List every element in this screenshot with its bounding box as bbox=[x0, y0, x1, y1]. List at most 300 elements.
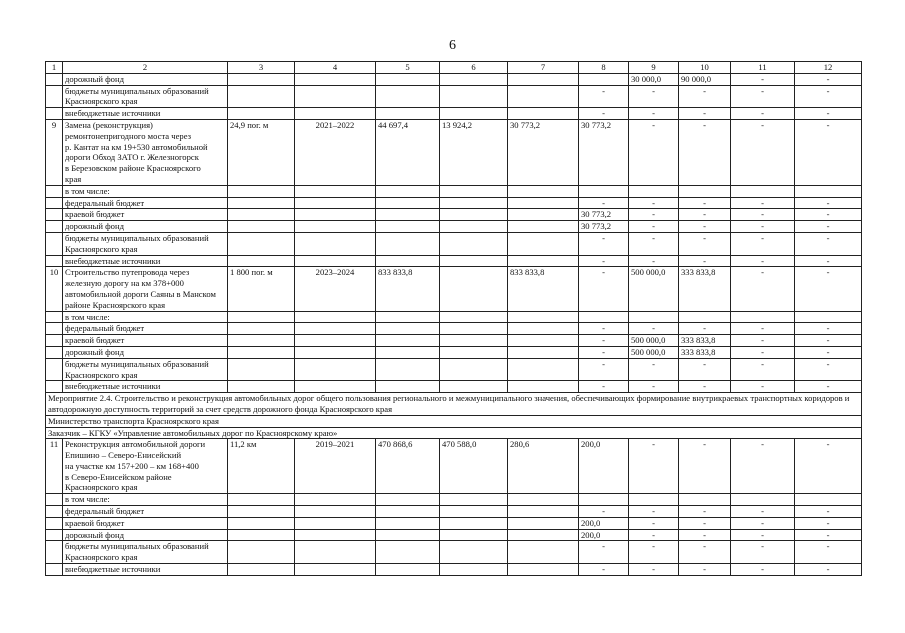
cell-c4 bbox=[295, 323, 376, 335]
table-row bbox=[46, 494, 862, 506]
cell-c3 bbox=[228, 335, 295, 347]
cell-c9: - bbox=[629, 506, 679, 518]
cell-c4 bbox=[295, 221, 376, 233]
cell-c9: - bbox=[629, 209, 679, 221]
row-number bbox=[46, 494, 63, 506]
row-name: внебюджетные источники bbox=[63, 381, 228, 393]
cell-c3 bbox=[228, 506, 295, 518]
cell-c9: - bbox=[629, 255, 679, 267]
cell-c5 bbox=[376, 346, 440, 358]
cell-c5 bbox=[376, 232, 440, 255]
page-number: 6 bbox=[449, 38, 456, 53]
cell-c8: 200,0 bbox=[579, 529, 629, 541]
cell-c9: 500 000,0 bbox=[629, 267, 679, 311]
table-row bbox=[46, 358, 862, 381]
section-title: Министерство транспорта Красноярского края bbox=[46, 415, 862, 427]
table-header-row bbox=[46, 62, 862, 74]
row-name: федеральный бюджет bbox=[63, 197, 228, 209]
cell-c6 bbox=[440, 529, 508, 541]
cell-c6 bbox=[440, 335, 508, 347]
header-cell: 11 bbox=[731, 62, 795, 74]
cell-c9 bbox=[629, 311, 679, 323]
section-row bbox=[46, 427, 862, 439]
cell-c10: - bbox=[679, 108, 731, 120]
cell-c4 bbox=[295, 335, 376, 347]
table-row bbox=[46, 541, 862, 564]
cell-c9: - bbox=[629, 529, 679, 541]
cell-c3 bbox=[228, 73, 295, 85]
cell-c12: - bbox=[795, 381, 862, 393]
cell-c7 bbox=[508, 346, 579, 358]
cell-c4 bbox=[295, 494, 376, 506]
cell-c11: - bbox=[731, 358, 795, 381]
cell-c3 bbox=[228, 346, 295, 358]
cell-c11 bbox=[731, 494, 795, 506]
cell-c4 bbox=[295, 506, 376, 518]
cell-c12 bbox=[795, 311, 862, 323]
cell-c11: - bbox=[731, 73, 795, 85]
cell-c8: - bbox=[579, 108, 629, 120]
cell-c10: 333 833,8 bbox=[679, 267, 731, 311]
table-row bbox=[46, 209, 862, 221]
cell-c10: - bbox=[679, 564, 731, 576]
cell-c11: - bbox=[731, 506, 795, 518]
cell-c7 bbox=[508, 358, 579, 381]
cell-c10 bbox=[679, 494, 731, 506]
cell-c4 bbox=[295, 197, 376, 209]
cell-c11: - bbox=[731, 346, 795, 358]
table-row bbox=[46, 85, 862, 108]
cell-c9 bbox=[629, 494, 679, 506]
cell-c10: 333 833,8 bbox=[679, 335, 731, 347]
row-number bbox=[46, 185, 63, 197]
cell-c9: 500 000,0 bbox=[629, 346, 679, 358]
cell-c10: - bbox=[679, 381, 731, 393]
cell-c11: - bbox=[731, 232, 795, 255]
cell-c5 bbox=[376, 564, 440, 576]
cell-c8: - bbox=[579, 564, 629, 576]
cell-c6 bbox=[440, 73, 508, 85]
cell-c9: - bbox=[629, 541, 679, 564]
cell-c12: - bbox=[795, 119, 862, 185]
cell-c3 bbox=[228, 221, 295, 233]
cell-c7 bbox=[508, 517, 579, 529]
cell-c7 bbox=[508, 529, 579, 541]
row-number bbox=[46, 73, 63, 85]
section-title: Мероприятие 2.4. Строительство и реконструкция автомобильных дорог общего пользования регионального и межмуниципального значения, обеспечивающих формирование внутрикраевых транспортных коридоров и автодорожную доступность территорий за счет средств дорожного фонда Красноярского края bbox=[46, 393, 862, 416]
cell-c8 bbox=[579, 185, 629, 197]
header-cell: 7 bbox=[508, 62, 579, 74]
cell-c4 bbox=[295, 73, 376, 85]
table-row bbox=[46, 255, 862, 267]
cell-c9: - bbox=[629, 197, 679, 209]
cell-c4 bbox=[295, 232, 376, 255]
row-number bbox=[46, 506, 63, 518]
cell-c5 bbox=[376, 494, 440, 506]
cell-c7 bbox=[508, 335, 579, 347]
row-name: дорожный фонд bbox=[63, 221, 228, 233]
cell-c8: 200,0 bbox=[579, 517, 629, 529]
cell-c3 bbox=[228, 381, 295, 393]
cell-c10: - bbox=[679, 232, 731, 255]
cell-c5 bbox=[376, 358, 440, 381]
cell-c4: 2021–2022 bbox=[295, 119, 376, 185]
cell-c12: - bbox=[795, 541, 862, 564]
cell-c12: - bbox=[795, 346, 862, 358]
cell-c7 bbox=[508, 381, 579, 393]
cell-c10: - bbox=[679, 358, 731, 381]
cell-c4 bbox=[295, 311, 376, 323]
cell-c3 bbox=[228, 529, 295, 541]
cell-c4 bbox=[295, 346, 376, 358]
cell-c3 bbox=[228, 108, 295, 120]
cell-c8 bbox=[579, 73, 629, 85]
row-number bbox=[46, 255, 63, 267]
cell-c7 bbox=[508, 73, 579, 85]
cell-c8: 200,0 bbox=[579, 439, 629, 494]
cell-c8: - bbox=[579, 358, 629, 381]
cell-c12: - bbox=[795, 506, 862, 518]
cell-c12 bbox=[795, 185, 862, 197]
cell-c12: - bbox=[795, 517, 862, 529]
cell-c7: 833 833,8 bbox=[508, 267, 579, 311]
cell-c10 bbox=[679, 185, 731, 197]
row-name: дорожный фонд bbox=[63, 529, 228, 541]
cell-c5: 470 868,6 bbox=[376, 439, 440, 494]
cell-c6 bbox=[440, 541, 508, 564]
cell-c10: - bbox=[679, 85, 731, 108]
cell-c5 bbox=[376, 335, 440, 347]
cell-c8: 30 773,2 bbox=[579, 221, 629, 233]
cell-c12: - bbox=[795, 439, 862, 494]
cell-c11: - bbox=[731, 209, 795, 221]
row-number bbox=[46, 108, 63, 120]
cell-c5: 44 697,4 bbox=[376, 119, 440, 185]
cell-c3 bbox=[228, 85, 295, 108]
section-row bbox=[46, 415, 862, 427]
row-number bbox=[46, 529, 63, 541]
cell-c9: - bbox=[629, 108, 679, 120]
row-name: Строительство путепровода через железную дорогу на км 378+000 автомобильной дороги Саяны в Манском районе Красноярского края bbox=[63, 267, 228, 311]
cell-c12: - bbox=[795, 73, 862, 85]
cell-c12: - bbox=[795, 358, 862, 381]
cell-c11: - bbox=[731, 255, 795, 267]
cell-c9 bbox=[629, 185, 679, 197]
cell-c3: 1 800 пог. м bbox=[228, 267, 295, 311]
cell-c4 bbox=[295, 85, 376, 108]
cell-c8: - bbox=[579, 85, 629, 108]
table-row bbox=[46, 267, 862, 311]
cell-c10: - bbox=[679, 541, 731, 564]
header-cell: 4 bbox=[295, 62, 376, 74]
cell-c5 bbox=[376, 506, 440, 518]
row-number bbox=[46, 85, 63, 108]
cell-c6: 470 588,0 bbox=[440, 439, 508, 494]
cell-c9: 30 000,0 bbox=[629, 73, 679, 85]
cell-c7 bbox=[508, 323, 579, 335]
cell-c3 bbox=[228, 358, 295, 381]
cell-c11: - bbox=[731, 381, 795, 393]
cell-c4 bbox=[295, 381, 376, 393]
cell-c11: - bbox=[731, 335, 795, 347]
cell-c11: - bbox=[731, 439, 795, 494]
cell-c8: - bbox=[579, 267, 629, 311]
cell-c11: - bbox=[731, 119, 795, 185]
cell-c7 bbox=[508, 232, 579, 255]
cell-c9: - bbox=[629, 517, 679, 529]
cell-c4 bbox=[295, 358, 376, 381]
budget-table bbox=[45, 61, 862, 576]
row-name: Замена (реконструкция) ремонтонепригодного моста через р. Кантат на км 19+530 автомобильной дороги Обход ЗАТО г. Железногорск в Березовском районе Красноярского края bbox=[63, 119, 228, 185]
cell-c9: - bbox=[629, 232, 679, 255]
cell-c8: - bbox=[579, 541, 629, 564]
cell-c5 bbox=[376, 197, 440, 209]
cell-c5 bbox=[376, 185, 440, 197]
cell-c11: - bbox=[731, 221, 795, 233]
row-name: краевой бюджет bbox=[63, 335, 228, 347]
cell-c11: - bbox=[731, 197, 795, 209]
cell-c4 bbox=[295, 108, 376, 120]
cell-c11: - bbox=[731, 541, 795, 564]
cell-c6 bbox=[440, 323, 508, 335]
cell-c3: 11,2 км bbox=[228, 439, 295, 494]
cell-c3 bbox=[228, 494, 295, 506]
section-title: Заказчик – КГКУ «Управление автомобильных дорог по Красноярскому краю» bbox=[46, 427, 862, 439]
cell-c6 bbox=[440, 311, 508, 323]
table-row bbox=[46, 517, 862, 529]
table-row bbox=[46, 185, 862, 197]
cell-c9: - bbox=[629, 119, 679, 185]
row-name: краевой бюджет bbox=[63, 209, 228, 221]
cell-c9: - bbox=[629, 358, 679, 381]
cell-c12: - bbox=[795, 108, 862, 120]
cell-c8: - bbox=[579, 323, 629, 335]
cell-c6 bbox=[440, 232, 508, 255]
cell-c7 bbox=[508, 494, 579, 506]
cell-c4 bbox=[295, 209, 376, 221]
header-cell: 8 bbox=[579, 62, 629, 74]
row-number bbox=[46, 221, 63, 233]
row-name: внебюджетные источники bbox=[63, 255, 228, 267]
table-row bbox=[46, 221, 862, 233]
cell-c6 bbox=[440, 381, 508, 393]
table-row bbox=[46, 73, 862, 85]
cell-c9: - bbox=[629, 323, 679, 335]
cell-c4 bbox=[295, 185, 376, 197]
cell-c3 bbox=[228, 185, 295, 197]
cell-c10: - bbox=[679, 506, 731, 518]
table-row bbox=[46, 564, 862, 576]
cell-c8: 30 773,2 bbox=[579, 119, 629, 185]
cell-c5 bbox=[376, 221, 440, 233]
cell-c11 bbox=[731, 311, 795, 323]
row-number: 11 bbox=[46, 439, 63, 494]
cell-c5 bbox=[376, 73, 440, 85]
cell-c12: - bbox=[795, 232, 862, 255]
cell-c5 bbox=[376, 541, 440, 564]
cell-c10: - bbox=[679, 221, 731, 233]
row-number bbox=[46, 381, 63, 393]
cell-c12: - bbox=[795, 85, 862, 108]
cell-c6 bbox=[440, 197, 508, 209]
cell-c11: - bbox=[731, 564, 795, 576]
row-name: в том числе: bbox=[63, 185, 228, 197]
cell-c11: - bbox=[731, 267, 795, 311]
cell-c6 bbox=[440, 506, 508, 518]
cell-c5 bbox=[376, 517, 440, 529]
cell-c7: 280,6 bbox=[508, 439, 579, 494]
cell-c6 bbox=[440, 346, 508, 358]
cell-c10 bbox=[679, 311, 731, 323]
table-row bbox=[46, 232, 862, 255]
cell-c10: - bbox=[679, 529, 731, 541]
cell-c7 bbox=[508, 506, 579, 518]
cell-c3 bbox=[228, 255, 295, 267]
table-row bbox=[46, 197, 862, 209]
cell-c8: - bbox=[579, 506, 629, 518]
cell-c7 bbox=[508, 85, 579, 108]
cell-c4: 2023–2024 bbox=[295, 267, 376, 311]
cell-c9: 500 000,0 bbox=[629, 335, 679, 347]
cell-c7 bbox=[508, 108, 579, 120]
row-name: бюджеты муниципальных образований Красноярского края bbox=[63, 232, 228, 255]
table-row bbox=[46, 119, 862, 185]
cell-c12: - bbox=[795, 197, 862, 209]
cell-c6 bbox=[440, 185, 508, 197]
table-row bbox=[46, 381, 862, 393]
cell-c8 bbox=[579, 311, 629, 323]
cell-c11: - bbox=[731, 85, 795, 108]
row-name: в том числе: bbox=[63, 311, 228, 323]
table-row bbox=[46, 346, 862, 358]
header-cell: 3 bbox=[228, 62, 295, 74]
cell-c10: - bbox=[679, 255, 731, 267]
row-number bbox=[46, 311, 63, 323]
cell-c7 bbox=[508, 564, 579, 576]
row-name: федеральный бюджет bbox=[63, 323, 228, 335]
cell-c12: - bbox=[795, 267, 862, 311]
cell-c6 bbox=[440, 358, 508, 381]
row-name: бюджеты муниципальных образований Красноярского края bbox=[63, 541, 228, 564]
cell-c3 bbox=[228, 564, 295, 576]
table-row bbox=[46, 506, 862, 518]
cell-c6: 13 924,2 bbox=[440, 119, 508, 185]
cell-c3 bbox=[228, 541, 295, 564]
row-name: краевой бюджет bbox=[63, 517, 228, 529]
cell-c12: - bbox=[795, 255, 862, 267]
cell-c12: - bbox=[795, 323, 862, 335]
cell-c11: - bbox=[731, 108, 795, 120]
cell-c8: - bbox=[579, 346, 629, 358]
cell-c5 bbox=[376, 255, 440, 267]
cell-c6 bbox=[440, 494, 508, 506]
cell-c12: - bbox=[795, 335, 862, 347]
cell-c11: - bbox=[731, 529, 795, 541]
cell-c12 bbox=[795, 494, 862, 506]
cell-c9: - bbox=[629, 439, 679, 494]
row-name: в том числе: bbox=[63, 494, 228, 506]
cell-c4 bbox=[295, 564, 376, 576]
cell-c6 bbox=[440, 85, 508, 108]
row-name: дорожный фонд bbox=[63, 346, 228, 358]
row-number: 10 bbox=[46, 267, 63, 311]
row-name: внебюджетные источники bbox=[63, 108, 228, 120]
cell-c10: - bbox=[679, 197, 731, 209]
header-cell: 12 bbox=[795, 62, 862, 74]
cell-c7 bbox=[508, 541, 579, 564]
row-number bbox=[46, 232, 63, 255]
cell-c10: 333 833,8 bbox=[679, 346, 731, 358]
cell-c9: - bbox=[629, 85, 679, 108]
cell-c7 bbox=[508, 255, 579, 267]
cell-c9: - bbox=[629, 221, 679, 233]
section-row bbox=[46, 393, 862, 416]
cell-c8: - bbox=[579, 381, 629, 393]
cell-c10: - bbox=[679, 209, 731, 221]
cell-c10: 90 000,0 bbox=[679, 73, 731, 85]
table-row bbox=[46, 323, 862, 335]
row-number bbox=[46, 209, 63, 221]
row-name: бюджеты муниципальных образований Красноярского края bbox=[63, 358, 228, 381]
header-cell: 1 bbox=[46, 62, 63, 74]
header-cell: 10 bbox=[679, 62, 731, 74]
cell-c9: - bbox=[629, 381, 679, 393]
cell-c6 bbox=[440, 108, 508, 120]
row-number: 9 bbox=[46, 119, 63, 185]
table-row bbox=[46, 108, 862, 120]
cell-c4 bbox=[295, 529, 376, 541]
cell-c8: 30 773,2 bbox=[579, 209, 629, 221]
cell-c11: - bbox=[731, 323, 795, 335]
row-number bbox=[46, 517, 63, 529]
cell-c3: 24,9 пог. м bbox=[228, 119, 295, 185]
header-cell: 2 bbox=[63, 62, 228, 74]
cell-c5 bbox=[376, 529, 440, 541]
row-name: бюджеты муниципальных образований Красноярского края bbox=[63, 85, 228, 108]
cell-c6 bbox=[440, 221, 508, 233]
cell-c9: - bbox=[629, 564, 679, 576]
cell-c7 bbox=[508, 221, 579, 233]
cell-c8: - bbox=[579, 197, 629, 209]
cell-c4 bbox=[295, 541, 376, 564]
cell-c11: - bbox=[731, 517, 795, 529]
cell-c12: - bbox=[795, 209, 862, 221]
cell-c5 bbox=[376, 311, 440, 323]
row-number bbox=[46, 323, 63, 335]
row-name: федеральный бюджет bbox=[63, 506, 228, 518]
cell-c10: - bbox=[679, 439, 731, 494]
cell-c3 bbox=[228, 323, 295, 335]
cell-c7 bbox=[508, 209, 579, 221]
cell-c8: - bbox=[579, 335, 629, 347]
row-number bbox=[46, 541, 63, 564]
cell-c6 bbox=[440, 564, 508, 576]
row-name: дорожный фонд bbox=[63, 73, 228, 85]
cell-c10: - bbox=[679, 517, 731, 529]
table-row bbox=[46, 529, 862, 541]
header-cell: 9 bbox=[629, 62, 679, 74]
cell-c11 bbox=[731, 185, 795, 197]
cell-c12: - bbox=[795, 221, 862, 233]
row-name: внебюджетные источники bbox=[63, 564, 228, 576]
cell-c5: 833 833,8 bbox=[376, 267, 440, 311]
cell-c3 bbox=[228, 517, 295, 529]
cell-c5 bbox=[376, 209, 440, 221]
cell-c5 bbox=[376, 85, 440, 108]
row-number bbox=[46, 358, 63, 381]
header-cell: 6 bbox=[440, 62, 508, 74]
cell-c7 bbox=[508, 197, 579, 209]
